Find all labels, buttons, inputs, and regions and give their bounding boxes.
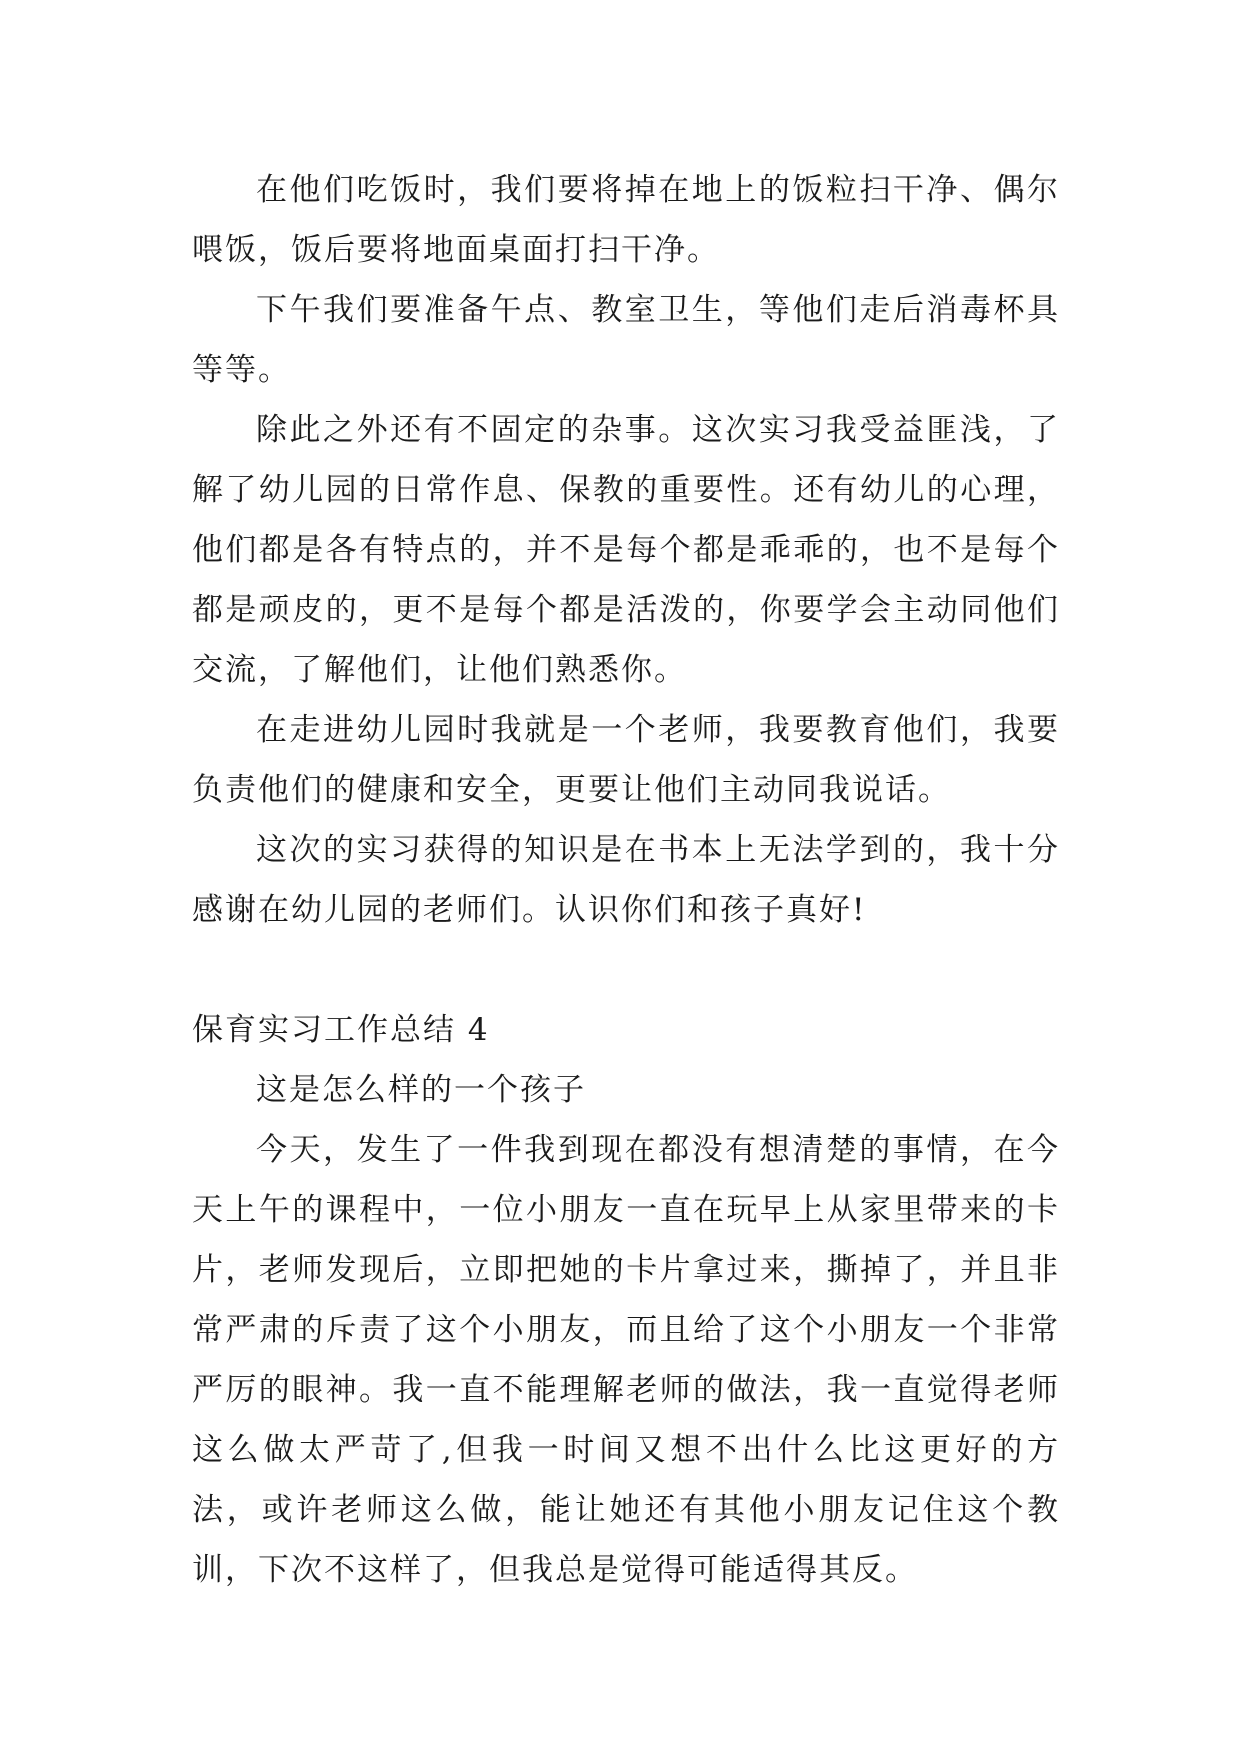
subtitle-paragraph: 这是怎么样的一个孩子 <box>256 1072 586 1108</box>
paragraph: 在他们吃饭时，我们要将掉在地上的饭粒扫干净、偶尔喂饭，饭后要将地面桌面打扫干净。 <box>192 172 1060 268</box>
section-spacer <box>192 940 1060 1000</box>
paragraph: 这次的实习获得的知识是在书本上无法学到的，我十分感谢在幼儿园的老师们。认识你们和孩子真好! <box>192 832 1060 928</box>
paragraph: 在走进幼儿园时我就是一个老师，我要教育他们，我要负责他们的健康和安全，更要让他们主动同我说话。 <box>192 712 1060 808</box>
paragraph: 今天，发生了一件我到现在都没有想清楚的事情，在今天上午的课程中，一位小朋友一直在玩早上从家里带来的卡片，老师发现后，立即把她的卡片拿过来，撕掉了，并且非常严肃的斥责了这个小朋友，而且给了这个小朋友一个非常严厉的眼神。我一直不能理解老师的做法，我一直觉得老师这么做太严苛了,但我一时间又想不出什么比这更好的方法，或许老师这么做，能让她还有其他小朋友记住这个教训，下次不这样了，但我总是觉得可能适得其反。 <box>192 1132 1060 1588</box>
section-heading: 保育实习工作总结 4 <box>192 1012 490 1048</box>
paragraph: 下午我们要准备午点、教室卫生，等他们走后消毒杯具等等。 <box>192 292 1060 388</box>
paragraph: 除此之外还有不固定的杂事。这次实习我受益匪浅，了解了幼儿园的日常作息、保教的重要性。还有幼儿的心理，他们都是各有特点的，并不是每个都是乖乖的，也不是每个都是顽皮的，更不是每个都是活泼的，你要学会主动同他们交流，了解他们，让他们熟悉你。 <box>192 412 1060 688</box>
document-body <box>192 160 1060 1600</box>
